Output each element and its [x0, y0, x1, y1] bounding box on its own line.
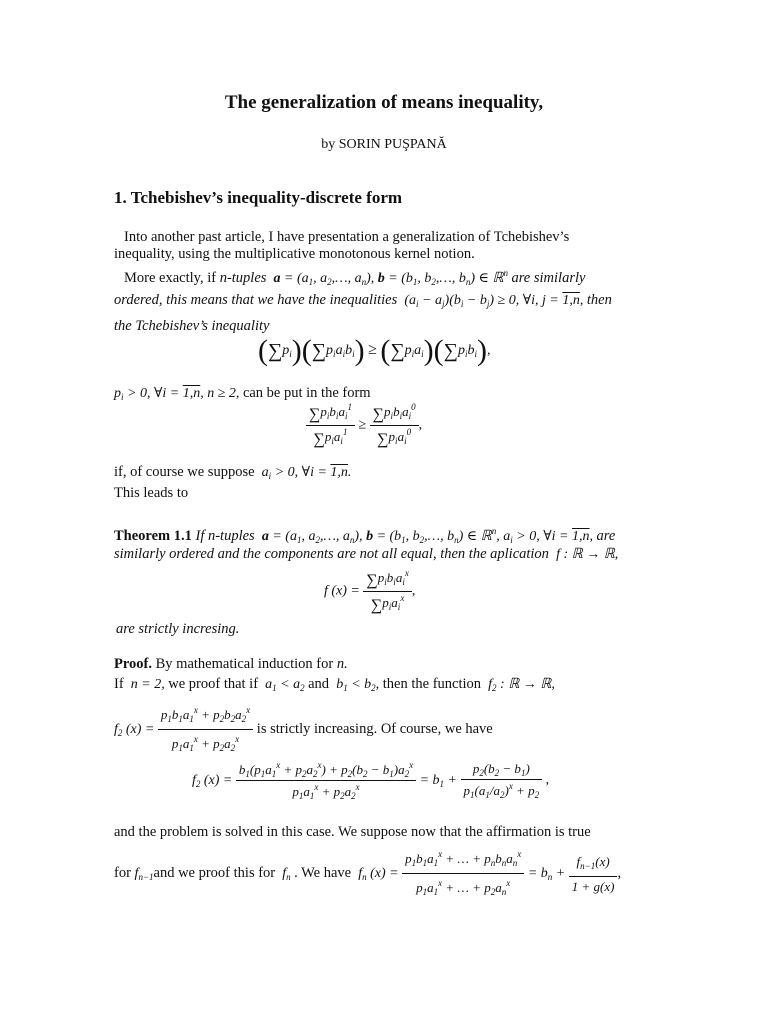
formula: $a_i > 0$, ∀i = 1,n.: [258, 465, 352, 481]
text: are strictly incresing.: [116, 621, 240, 637]
text: If n-tuples: [195, 528, 255, 544]
proof-line: [114, 656, 656, 673]
formula: $f_n$: [278, 865, 291, 882]
text: If: [114, 676, 124, 692]
fraction: $\frac{p_1b_1a_1^x + p_2b_2a_2^x}{p_1a_1^x + p_2a_2^x}$: [158, 702, 253, 757]
formula: $f_2$ : ℝ → ℝ,: [484, 677, 555, 693]
display-formula: $(\sum p_i)(\sum p_ia_ib_i) \ge (\sum p_ia_i)(\sum p_ib_i)$,: [258, 334, 491, 367]
formula: $a = (a_1$, $a_2,\dots$, $a_n$), $b = (b_1$, $b_2,\dots$, $b_n$) ∈ ℝ$^n$: [273, 268, 508, 287]
text: if, of course we suppose: [114, 464, 255, 480]
display-formula: $\frac{\sum p_ib_ia_i^1}{\sum p_ia_i^1}$ ≥ $\frac{\sum p_ib_ia_i^0}{\sum p_ia_i^0}$ ,: [306, 402, 422, 449]
text: for: [114, 864, 131, 881]
text: ordered, this means that we have the inequalities: [114, 292, 398, 308]
text: the Tchebishev’s inequality: [114, 318, 270, 334]
proof-line: and the problem is solved in this case. We suppose now that the affirmation is true: [114, 824, 591, 840]
para-line: [114, 292, 656, 313]
text: can be put in the form: [242, 385, 371, 401]
text: By mathematical induction for: [155, 656, 334, 672]
display-formula: f (x) = $\frac{\sum p_ib_ia_i^x}{\sum p_ia_i^x}$ ,: [324, 568, 416, 614]
text: . We have: [294, 864, 352, 881]
formula: $(a_i - a_j)(b_i - b_j) \ge 0$, ∀i, j = 1,n,: [400, 293, 587, 309]
text: More exactly, if: [124, 270, 217, 286]
formula: n = 2,: [127, 677, 169, 692]
paper-title: The generalization of means inequality,: [224, 92, 544, 113]
para-line: inequality, using the multiplicative monotonous kernel notion.: [114, 246, 475, 262]
section-heading: 1. Tchebishev’s inequality-discrete form: [114, 188, 403, 207]
fraction: $\frac{f_{n-1}(x)}{1 + g(x)}$: [569, 853, 618, 895]
proof-line: [114, 676, 656, 697]
fraction: $\frac{p_1b_1a_1^x + \dots + p_nb_na_n^x}{p_1a_1^x + \dots + p_2a_n^x}$: [402, 846, 524, 901]
formula: $a_1 < a_2$: [261, 677, 305, 693]
formula: $p_i > 0$, ∀i = 1,n, n ≥ 2,: [114, 386, 243, 402]
formula: $f_n$ (x) =: [354, 865, 403, 882]
proof-line: [114, 702, 656, 757]
para-line: [114, 464, 656, 485]
theorem-label: Theorem 1.1: [114, 528, 192, 544]
text: n.: [336, 656, 348, 672]
proof-line: for $f_{n-1}and$ we proof this for $f_n$ . We have $f_n$ (x) = $\frac{p_1b_1a_1^x + \dots + p_nb_na_n^x}{p_1a_1^x + \dots + p_2a_n^x}$ = $b_n$ + $\frac{f_{n-1}(x)}{1 + g(x)}$ ,: [114, 846, 656, 901]
author-byline: by SORIN PUŞPANĂ: [321, 137, 447, 152]
text: and we proof this for: [153, 864, 276, 881]
text: then: [586, 292, 612, 308]
theorem-tail: [116, 621, 656, 638]
proof-label: Proof.: [114, 656, 152, 672]
display-formula: $f_2$ (x) = $\frac{b_1(p_1a_1^x + p_2a_2^x) + p_2(b_2 - b_1)a_2^x}{p_1a_1^x + p_2a_2^x}$ = $b_1$ + $\frac{p_2(b_2 - b_1)}{p_1(a_1/a_2)^x + p_2}$ ,: [192, 760, 550, 801]
formula: $f_{n-1}$: [134, 865, 154, 882]
formula: $f_2$ (x) =: [114, 721, 158, 738]
theorem-line: [114, 546, 656, 563]
text: are similarly: [511, 270, 586, 286]
para-line: This leads to: [114, 485, 189, 501]
text: we proof that if: [168, 676, 259, 692]
para-line: [124, 265, 656, 291]
text: and: [308, 676, 330, 692]
formula: $b_1 < b_2$,: [332, 677, 380, 693]
text: similarly ordered and the components are not all equal, then the aplication: [114, 546, 549, 562]
para-line: Into another past article, I have presentation a generalization of Tchebishev’s: [124, 229, 570, 245]
text: then the function: [382, 676, 482, 692]
text: are: [596, 528, 616, 544]
formula: $a = (a_1$, $a_2,\dots$, $a_n$), $b = (b_1$, $b_2,\dots$, $b_n$) ∈ ℝ$^n$, $a_i > 0$, ∀i = 1,n,: [261, 526, 597, 545]
text: is strictly increasing. Of course, we have: [256, 720, 493, 737]
text: n-tuples: [219, 270, 267, 286]
para-line: [114, 318, 656, 335]
formula: f : ℝ → ℝ,: [552, 547, 619, 562]
